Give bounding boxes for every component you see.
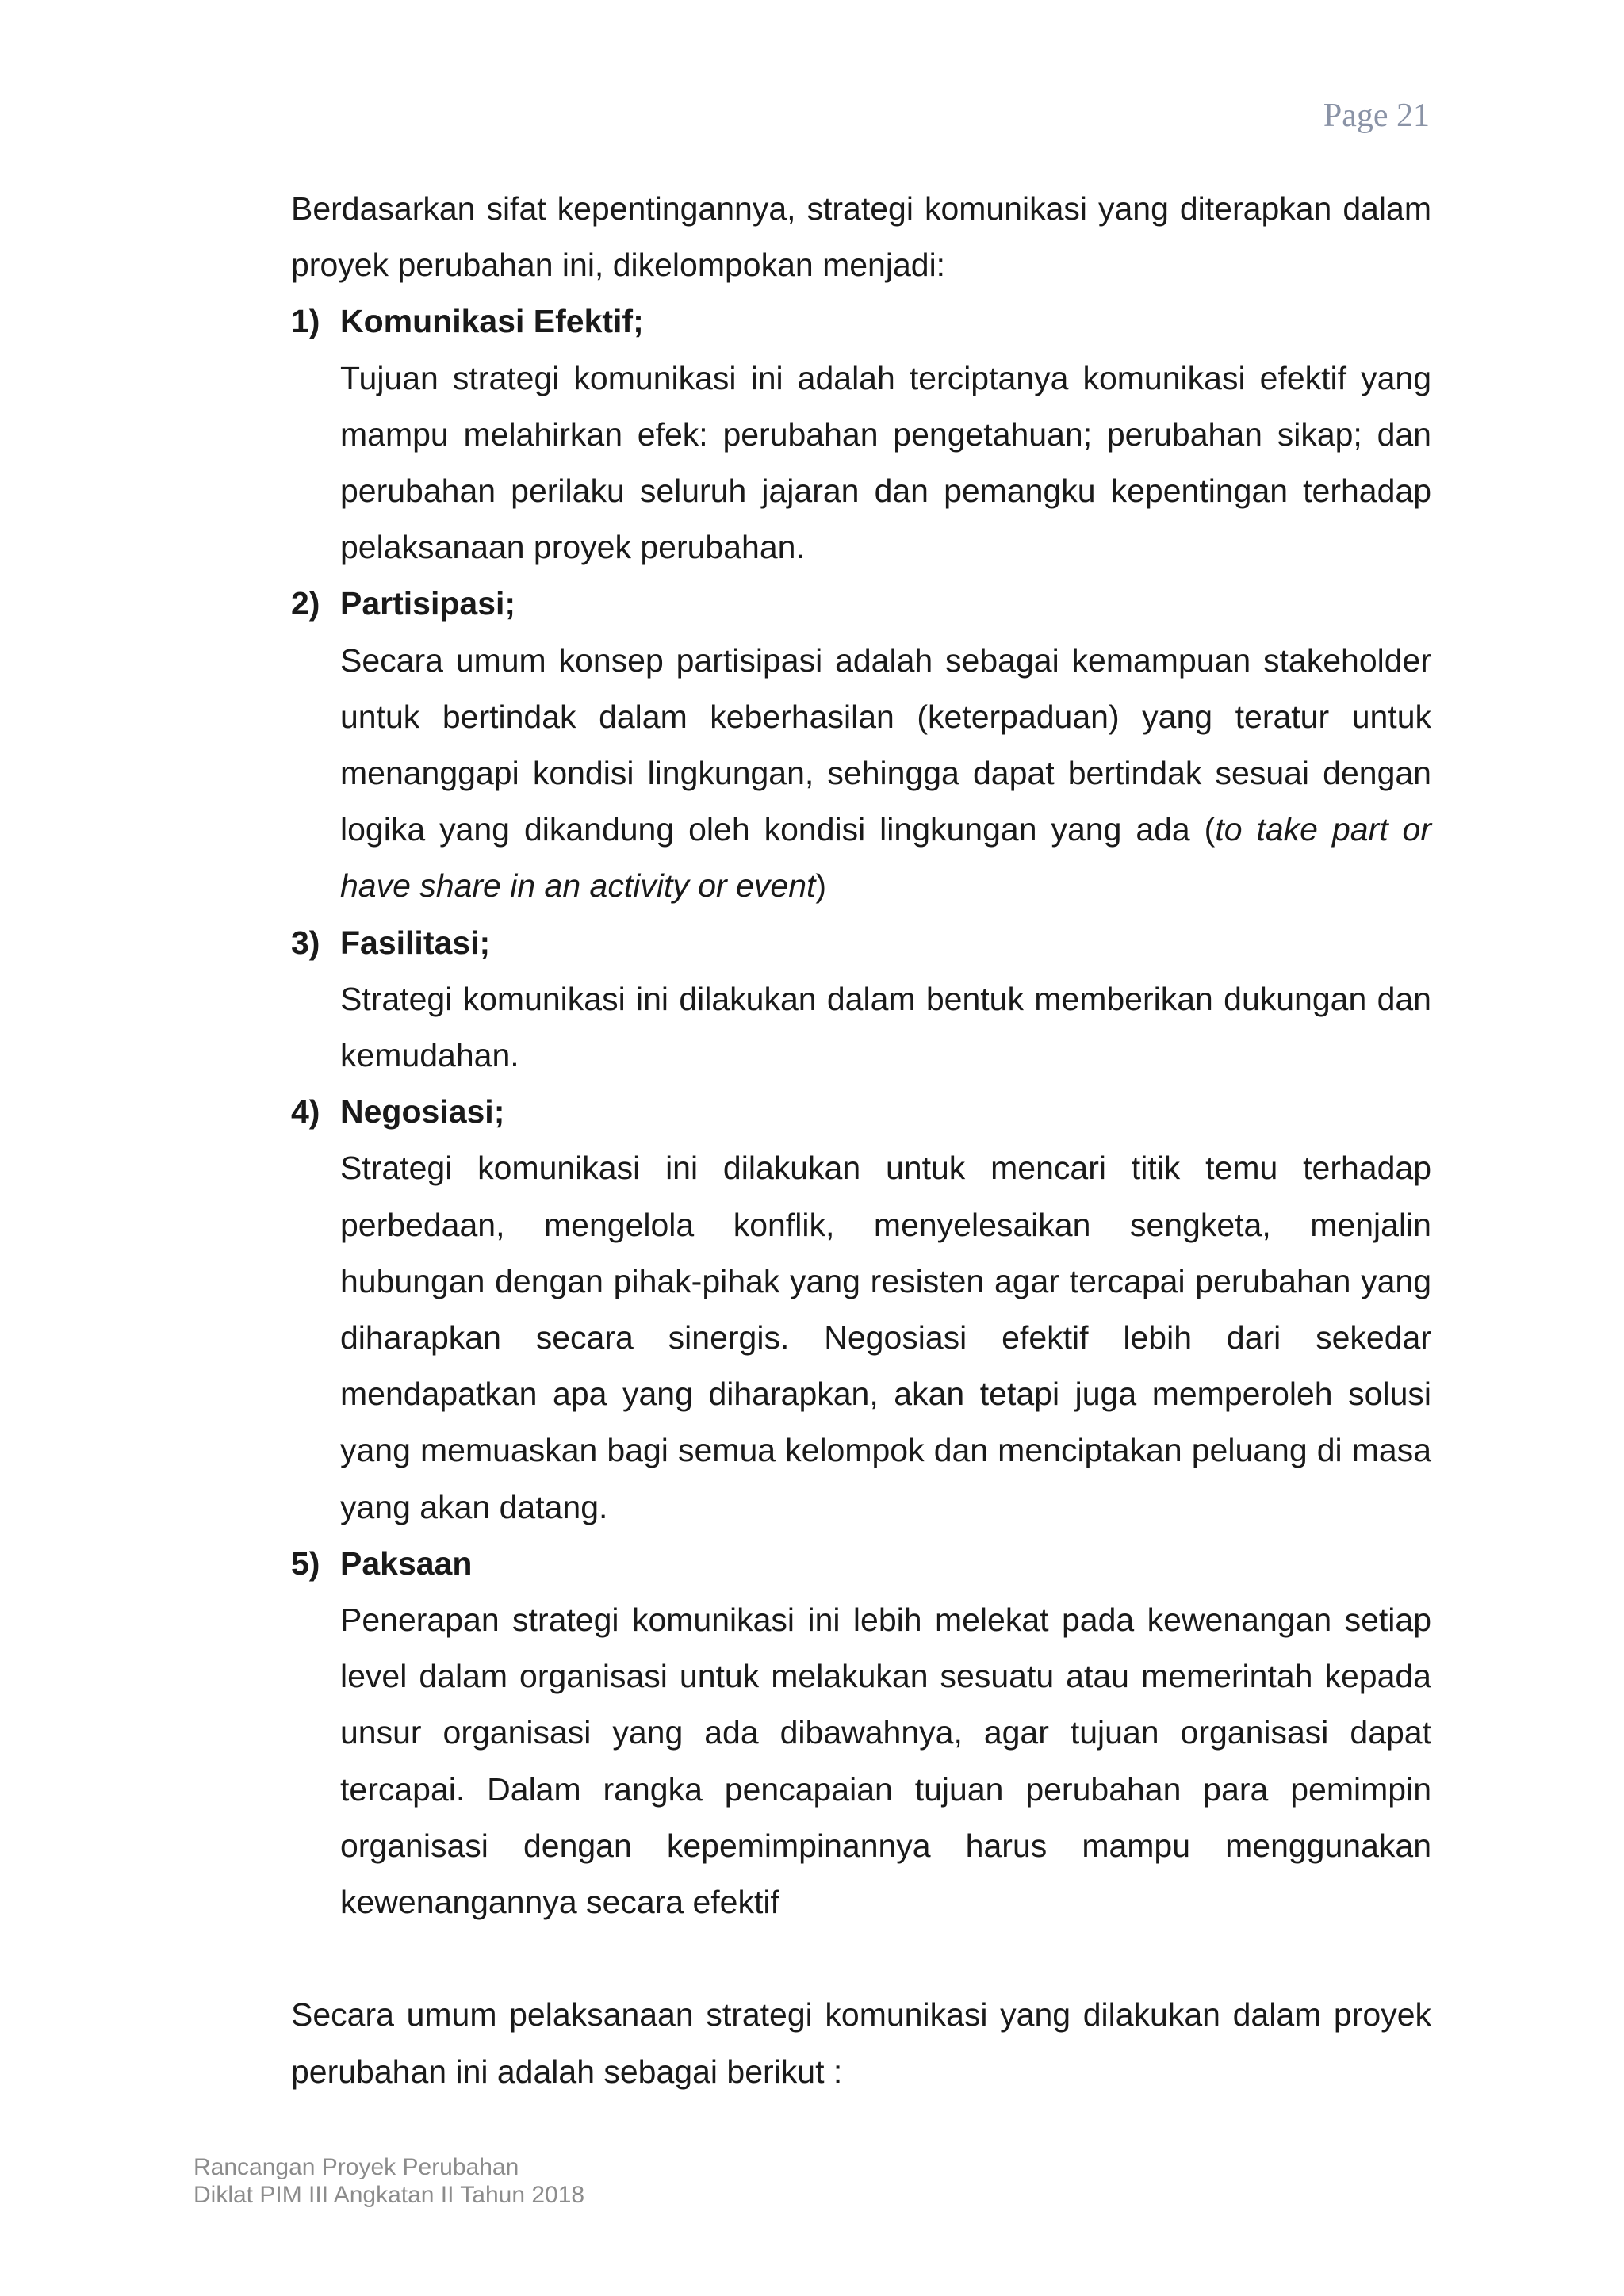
paragraph-spacer: [291, 1931, 1431, 1987]
strategy-list: [291, 293, 1431, 1931]
list-item-paksaan: [291, 1536, 1431, 1931]
list-item-number: 3): [291, 924, 320, 961]
intro-paragraph: Berdasarkan sifat kepentingannya, strategi komunikasi yang diterapkan dalam proyek perubahan ini, dikelompokan menjadi:: [291, 190, 1431, 284]
list-item-body: Strategi komunikasi ini dilakukan untuk mencari titik temu terhadap perbedaan, mengelola konflik, menyelesaikan sengketa, menjalin hubungan dengan pihak-pihak yang resisten agar tercapai perubahan yang diharapkan secara sinergis. Negosiasi efektif lebih dari sekedar mendapatkan apa yang diharapkan, akan tetapi juga memperoleh solusi yang memuaskan bagi semua kelompok dan menciptakan peluang di masa yang akan datang.: [340, 1150, 1431, 1525]
list-item-body: [340, 633, 1431, 915]
page-footer: [193, 2153, 584, 2209]
list-item-title: Fasilitasi;: [340, 924, 491, 961]
list-item-title: Paksaan: [340, 1544, 473, 1582]
list-item-number: 1): [291, 303, 320, 340]
list-item-body-text-end: ): [815, 867, 827, 905]
list-item-body: Penerapan strategi komunikasi ini lebih melekat pada kewenangan setiap level dalam organisasi untuk melakukan sesuatu atau memerintah kepada unsur organisasi yang ada dibawahnya, agar tujuan organisasi dapat tercapai. Dalam rangka pencapaian tujuan perubahan para pemimpin organisasi dengan kepemimpinannya harus mampu menggunakan kewenangannya secara efektif: [340, 1601, 1431, 1921]
list-item-body: Strategi komunikasi ini dilakukan dalam bentuk memberikan dukungan dan kemudahan.: [340, 980, 1431, 1074]
list-item-fasilitasi: [291, 915, 1431, 1085]
closing-paragraph: Secara umum pelaksanaan strategi komunikasi yang dilakukan dalam proyek perubahan ini adalah sebagai berikut :: [291, 1996, 1431, 2090]
list-item-partisipasi: [291, 576, 1431, 914]
list-item-number: 4): [291, 1093, 320, 1131]
list-item-body: Tujuan strategi komunikasi ini adalah terciptanya komunikasi efektif yang mampu melahirkan efek: perubahan pengetahuan; perubahan sikap; dan perubahan perilaku seluruh jajaran dan pemangku kepentingan terhadap pelaksanaan proyek perubahan.: [340, 359, 1431, 566]
list-item-number: 5): [291, 1544, 320, 1582]
page-number: Page 21: [1323, 98, 1430, 134]
list-item-title: Negosiasi;: [340, 1093, 505, 1131]
list-item-title: Komunikasi Efektif;: [340, 303, 644, 340]
list-item-komunikasi-efektif: [291, 293, 1431, 576]
list-item-body-italic: to take part or have share in an activity or event: [340, 811, 1432, 905]
footer-line-course: Diklat PIM III Angkatan II Tahun 2018: [193, 2182, 585, 2208]
list-item-body-text: Secara umum konsep partisipasi adalah sebagai kemampuan stakeholder untuk bertindak dalam keberhasilan (keterpaduan) yang teratur untuk menanggapi kondisi lingkungan, sehingga dapat bertindak sesuai dengan logika yang dikandung oleh kondisi lingkungan yang ada (: [340, 641, 1431, 848]
footer-line-title: Rancangan Proyek Perubahan: [193, 2154, 519, 2180]
list-item-number: 2): [291, 585, 320, 622]
list-item-negosiasi: [291, 1084, 1431, 1536]
document-body: [291, 181, 1431, 2100]
list-item-title: Partisipasi;: [340, 585, 516, 622]
